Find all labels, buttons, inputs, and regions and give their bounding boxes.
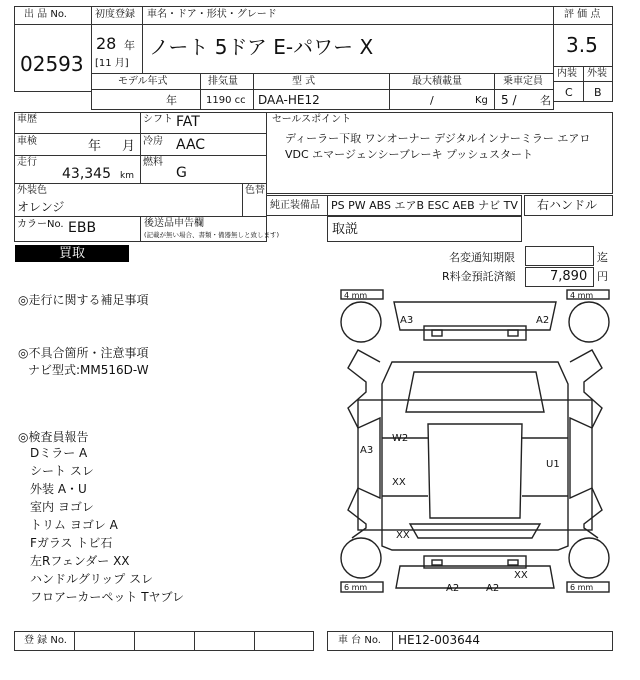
first-reg-year: 28: [96, 34, 117, 53]
damage-mark: XX: [514, 570, 528, 581]
inspector-heading: ◎検査員報告: [18, 430, 89, 444]
list-item: Dミラー A: [30, 446, 88, 460]
mileage-label: 走行: [17, 157, 37, 168]
damage-mark: W2: [392, 433, 409, 444]
list-item: 外装 A・U: [30, 482, 87, 496]
tire-depth-fl: 4 mm: [344, 291, 368, 300]
tire-depth-rl: 6 mm: [344, 583, 368, 592]
model-year-unit: 年: [166, 94, 177, 107]
inspection-month: 月: [122, 139, 136, 154]
defects-heading: ◎不具合箇所・注意事項: [18, 346, 149, 360]
inspection-label: 車検: [17, 136, 37, 147]
first-reg-month: [11 月]: [95, 58, 129, 69]
max-load-sep: /: [430, 94, 434, 107]
list-item: 左Rフェンダー XX: [30, 554, 130, 568]
displacement-value: 1190 cc: [206, 95, 246, 106]
car-diagram: [336, 288, 614, 600]
color-no-label: カラーNo.: [17, 219, 64, 230]
fuel-value: G: [176, 165, 187, 181]
registration-label: 登 録 No.: [24, 635, 67, 646]
first-reg-label: 初度登録: [95, 9, 135, 20]
lot-label: 出 品 No.: [24, 9, 67, 20]
driving-heading: ◎走行に関する補足事項: [18, 293, 149, 307]
shift-value: FAT: [176, 114, 200, 130]
mileage-unit: km: [120, 171, 134, 181]
damage-mark: XX: [392, 477, 406, 488]
capacity-unit: 名: [540, 94, 551, 107]
ac-label: 冷房: [143, 136, 163, 147]
max-load-label: 最大積載量: [412, 76, 462, 87]
sales-points-line1: ディーラー下取 ワンオーナー デジタルインナーミラー エアロ: [285, 132, 591, 145]
interior-label: 内装: [557, 68, 577, 79]
steering-value: 右ハンドル: [537, 198, 598, 212]
damage-mark: A2: [486, 583, 500, 594]
lot-number: 02593: [20, 52, 84, 76]
notice-unit: 迄: [597, 251, 608, 264]
mileage-value: 43,345: [62, 166, 111, 182]
max-load-unit: Kg: [475, 95, 488, 106]
capacity-value: 5 /: [501, 93, 517, 107]
tire-depth-fr: 4 mm: [570, 291, 594, 300]
score-label: 評 価 点: [564, 9, 601, 20]
ac-value: AAC: [176, 137, 206, 153]
shift-label: シフト: [143, 114, 173, 125]
equipment-label: 純正装備品: [270, 200, 320, 211]
exterior-label: 外装: [587, 68, 607, 79]
chassis-label: 車 台 No.: [338, 635, 381, 646]
sales-points-line2: VDC エマージェンシーブレーキ プッシュスタート: [285, 148, 533, 161]
aftermarket-label: 後送品申告欄: [144, 218, 204, 229]
color-value: オレンジ: [17, 200, 65, 214]
first-reg-year-unit: 年: [124, 39, 135, 52]
car-name: ノート 5ドア E-パワー X: [149, 35, 374, 59]
recolor-label: 色替: [245, 185, 265, 196]
inspection-year: 年: [88, 139, 102, 154]
list-item: 室内 ヨゴレ: [30, 500, 94, 514]
purchase-badge: 買取: [15, 245, 129, 262]
aftermarket-note: (記載が無い場合、書類・備器無しと致します): [144, 231, 280, 239]
damage-mark: A2: [536, 315, 550, 326]
damage-mark: A3: [360, 445, 374, 456]
damage-mark: A2: [446, 583, 460, 594]
score-value: 3.5: [566, 33, 598, 57]
tire-depth-rr: 6 mm: [570, 583, 594, 592]
damage-mark: U1: [546, 459, 560, 470]
capacity-label: 乗車定員: [503, 76, 543, 87]
exterior-grade: B: [594, 86, 602, 99]
list-item: トリム ヨゴレ A: [30, 518, 118, 532]
recycle-label: R料金預託済額: [442, 270, 516, 283]
recycle-value: 7,890: [550, 269, 588, 284]
list-item: ハンドルグリップ スレ: [30, 572, 154, 586]
notice-value-box: [525, 246, 594, 266]
notice-label: 名変通知期限: [449, 251, 515, 264]
chassis-value: HE12-003644: [398, 633, 481, 647]
color-label: 外装色: [17, 185, 47, 196]
list-item: フロアーカーペット Tヤブレ: [30, 590, 185, 604]
model-label: 型 式: [292, 76, 316, 87]
equipment-value: PS PW ABS エアB ESC AEB ナビ TV: [331, 199, 518, 212]
model-code: DAA-HE12: [258, 93, 320, 107]
damage-mark: XX: [396, 530, 410, 541]
car-name-label: 車名・ドア・形状・グレード: [147, 9, 277, 20]
list-item: シート スレ: [30, 464, 94, 478]
defects-line: ナビ型式:MM516D-W: [28, 363, 149, 377]
list-item: Fガラス トビ石: [30, 536, 113, 550]
history-label: 車歴: [17, 114, 37, 125]
sales-points-label: セールスポイント: [272, 114, 352, 125]
displacement-label: 排気量: [208, 76, 238, 87]
manual-label: 取説: [332, 222, 359, 237]
recycle-unit: 円: [597, 270, 608, 283]
fuel-label: 燃料: [143, 157, 163, 168]
model-year-label: モデル年式: [118, 76, 168, 87]
damage-mark: A3: [400, 315, 414, 326]
color-no-value: EBB: [68, 220, 97, 236]
interior-grade: C: [565, 86, 573, 99]
